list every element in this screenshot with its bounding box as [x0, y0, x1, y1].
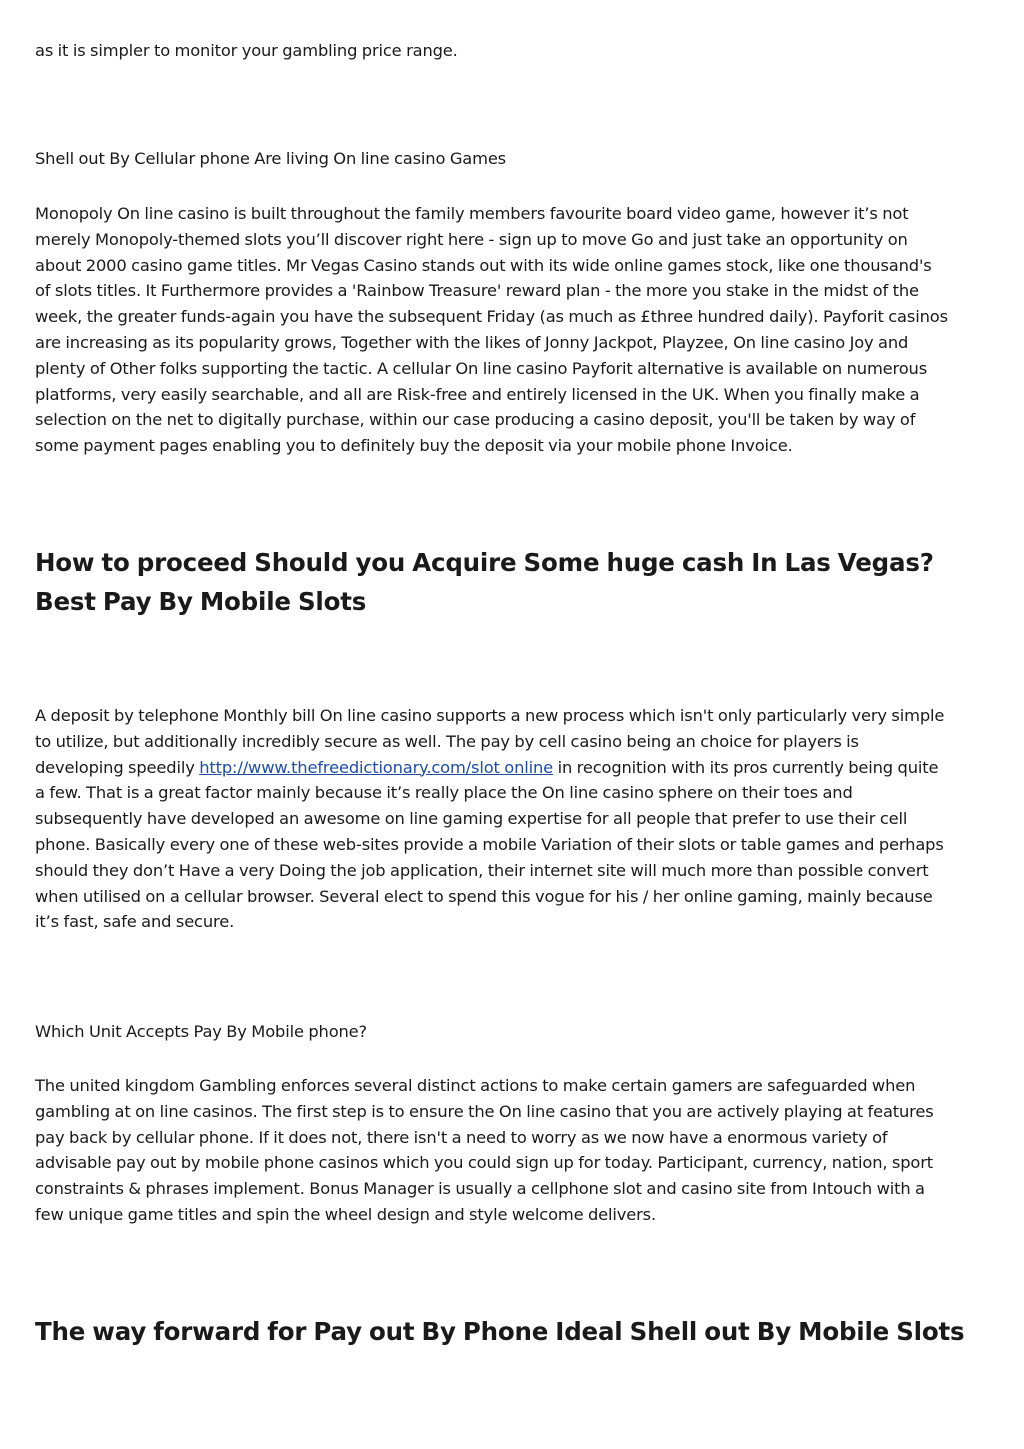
freedictionary-link[interactable]: http://www.thefreedictionary.com/slot online [199, 757, 554, 777]
paragraph-line: to utilize, but additionally incredibly secure as well. The pay by cell casino being an choice for players is [35, 731, 859, 751]
section-3-paragraph [35, 1073, 995, 1228]
paragraph-line-with-link [35, 755, 995, 781]
paragraph-line: are increasing as its popularity grows, Together with the likes of Jonny Jackpot, Playzee, On line casino Joy and [35, 332, 909, 352]
paragraph-line: gambling at on line casinos. The first step is to ensure the On line casino that you are actively playing at features [35, 1101, 934, 1121]
paragraph-line: Monopoly On line casino is built throughout the family members favourite board video game, however it’s not [35, 204, 909, 223]
section-2-paragraph [35, 703, 995, 935]
paragraph-line: plenty of Other folks supporting the tactic. A cellular On line casino Payforit alternative is available on numerous [35, 358, 928, 378]
heading-las-vegas [35, 543, 995, 621]
paragraph-line: a few. That is a great factor mainly because it’s really place the On line casino sphere on their toes and [35, 783, 853, 803]
paragraph-line: about 2000 casino game titles. Mr Vegas Casino stands out with its wide online games stock, like one thousand's [35, 255, 932, 275]
section-1-title: Shell out By Cellular phone Are living On line casino Games [35, 149, 507, 168]
paragraph-line: merely Monopoly-themed slots you’ll discover right here - sign up to move Go and just take an opportunity on [35, 229, 908, 249]
paragraph-line: it’s fast, safe and secure. [35, 912, 235, 932]
paragraph-line: The united kingdom Gambling enforces several distinct actions to make certain gamers are safeguarded when [35, 1076, 916, 1095]
paragraph-line: when utilised on a cellular browser. Several elect to spend this vogue for his / her online gaming, mainly because [35, 886, 933, 906]
heading-line-1: The way forward for Pay out By Phone Ideal Shell out By Mobile Slots [35, 1317, 965, 1346]
paragraph-line: selection on the net to digitally purchase, within our case producing a casino deposit, you'll be taken by way of [35, 410, 916, 430]
paragraph-line: of slots titles. It Furthermore provides a 'Rainbow Treasure' reward plan - the more you stake in the midst of the [35, 281, 919, 301]
paragraph-line: phone. Basically every one of these web-sites provide a mobile Variation of their slots or table games and perhaps [35, 834, 944, 854]
paragraph-line: should they don’t Have a very Doing the job application, their internet site will much more than possible convert [35, 860, 929, 880]
paragraph-line: A deposit by telephone Monthly bill On line casino supports a new process which isn't only particularly very simple [35, 706, 945, 725]
paragraph-line: few unique game titles and spin the wheel design and style welcome delivers. [35, 1204, 657, 1224]
paragraph-line: pay back by cellular phone. If it does not, there isn't a need to worry as we now have a enormous variety of [35, 1127, 888, 1147]
section-3-title: Which Unit Accepts Pay By Mobile phone? [35, 1022, 368, 1041]
intro-paragraph [35, 38, 995, 64]
heading-way-forward [35, 1312, 995, 1351]
paragraph-line: subsequently have developed an awesome on line gaming expertise for all people that prefer to use their cell [35, 809, 908, 829]
link-lead-text: developing speedily [35, 757, 200, 777]
paragraph-line: week, the greater funds-again you have the subsequent Friday (as much as £three hundred daily). Payforit casinos [35, 307, 948, 327]
paragraph-line: advisable pay out by mobile phone casinos which you could sign up for today. Participant, currency, nation, sport [35, 1153, 934, 1173]
section-1-paragraph [35, 201, 995, 459]
heading-line-1: How to proceed Should you Acquire Some huge cash In Las Vegas? [35, 548, 934, 577]
heading-line-2: Best Pay By Mobile Slots [35, 587, 367, 616]
paragraph-line: constraints & phrases implement. Bonus Manager is usually a cellphone slot and casino site from Intouch with a [35, 1179, 925, 1199]
intro-line-1: as it is simpler to monitor your gambling price range. [35, 41, 458, 60]
paragraph-line: some payment pages enabling you to definitely buy the deposit via your mobile phone Invoice. [35, 436, 793, 456]
paragraph-line: platforms, very easily searchable, and all are Risk-free and entirely licensed in the UK. When you finally make a [35, 384, 920, 404]
link-trail-text: in recognition with its pros currently being quite [553, 757, 939, 777]
